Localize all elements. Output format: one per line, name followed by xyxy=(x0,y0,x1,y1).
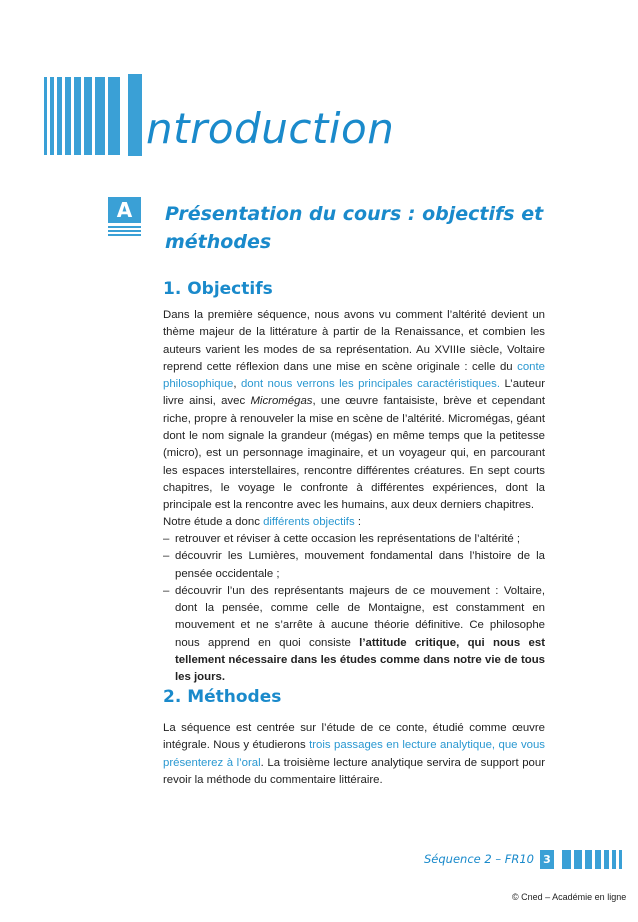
header-decorative-stripes xyxy=(44,77,120,155)
list-item-text: découvrir les Lumières, mouvement fondamental dans l’histoire de la pensée occidentale ; xyxy=(175,550,545,580)
text-run: , xyxy=(233,378,241,391)
objectifs-paragraph-2 xyxy=(163,514,545,531)
methodes-heading: 2. Méthodes xyxy=(163,687,282,707)
decorative-stripe xyxy=(65,77,71,155)
section-title: Présentation du cours : objectifs et méthodes xyxy=(165,203,544,253)
emphasis-text: l’attitude critique, qui nous est tellement nécessaire dans les études comme dans notre vie de tous les jours. xyxy=(175,636,545,684)
list-dash: – xyxy=(163,550,170,563)
highlight-conte-philosophique: conte philosophique xyxy=(163,360,545,391)
text-run: L’auteur livre ainsi, avec xyxy=(163,378,545,408)
decorative-stripe xyxy=(619,850,622,869)
text-run: : xyxy=(354,516,362,528)
section-letter: A xyxy=(108,197,141,223)
list-dash: – xyxy=(163,584,170,597)
footer-decorative-stripes xyxy=(562,850,622,869)
list-item xyxy=(163,583,545,687)
text-run: La séquence est centrée sur l’étude de ce conte, étudié comme œuvre intégrale. Nous y étudierons xyxy=(163,722,545,752)
page-title: ntroduction xyxy=(146,104,395,153)
decorative-stripe xyxy=(562,850,571,869)
highlight-objectifs: différents objectifs xyxy=(263,516,355,528)
decorative-stripe xyxy=(44,77,47,155)
text-run: , une œuvre fantaisiste, brève et cependant riche, propre à renouveler la mise en scène de l’altérité. Micromégas, géant dont le nom signale la grandeur (mégas) en même temps que la petitesse (micro), est un personnage imaginaire, et un voyageur qui, en parcourant les espaces interstellaires, rencontre différentes créatures. En sept courts chapitres, le voyage le confronte à différentes expériences, dont la principale est la rencontre avec les humains, aux deux derniers chapitres. xyxy=(163,395,545,512)
objectifs-paragraph-1 xyxy=(163,307,545,515)
decorative-stripe xyxy=(84,77,92,155)
decorative-stripe xyxy=(57,77,62,155)
section-badge-line xyxy=(108,230,141,232)
list-item xyxy=(163,548,545,583)
decorative-stripe xyxy=(574,850,582,869)
section-badge-line xyxy=(108,234,141,236)
text-run: Notre étude a donc xyxy=(163,516,264,528)
methodes-paragraph xyxy=(163,720,545,789)
list-item xyxy=(163,531,545,548)
objectifs-list xyxy=(163,531,545,687)
section-badge-line xyxy=(108,226,141,228)
text-run: . La troisième lecture analytique servira de support pour revoir la méthode du commentaire littéraire. xyxy=(163,756,545,786)
list-dash: – xyxy=(163,533,170,545)
decorative-stripe xyxy=(585,850,592,869)
sequence-label: Séquence 2 – FR10 xyxy=(424,852,534,866)
highlight-caracteristiques: dont nous verrons les principales caractéristiques. xyxy=(240,378,500,391)
decorative-stripe xyxy=(95,77,105,155)
decorative-stripe xyxy=(595,850,601,869)
page-number: 3 xyxy=(540,850,554,869)
decorative-stripe xyxy=(108,77,120,155)
section-badge xyxy=(108,197,141,237)
objectifs-heading: 1. Objectifs xyxy=(163,279,273,299)
decorative-stripe xyxy=(74,77,81,155)
decorative-stripe xyxy=(604,850,609,869)
title-initial-bar xyxy=(128,74,142,156)
list-item-text: découvrir l’un des représentants majeurs de ce mouvement : Voltaire, dont la pensée, comme celle de Montaigne, est constamment en mouvement et ne s’arrête à aucune théorie définitive. Ce philosophe nous apprend en quoi consiste xyxy=(175,584,545,649)
list-item-text: retrouver et réviser à cette occasion les représentations de l’altérité ; xyxy=(175,533,521,545)
decorative-stripe xyxy=(612,850,616,869)
decorative-stripe xyxy=(50,77,54,155)
highlight-lecture-analytique: trois passages en lecture analytique, que vous présenterez à l’oral xyxy=(163,739,546,769)
copyright-notice: © Cned – Académie en ligne xyxy=(512,892,627,902)
work-title-micromegas: Micromégas xyxy=(250,395,313,408)
text-run: Dans la première séquence, nous avons vu comment l’altérité devient un thème majeur de la littérature à partir de la Renaissance, et combien les auteurs varient les modes de sa représentation. Au XVIIIe siècle, Voltaire reprend cette réflexion dans une mise en scène originale : celle du xyxy=(163,309,545,373)
